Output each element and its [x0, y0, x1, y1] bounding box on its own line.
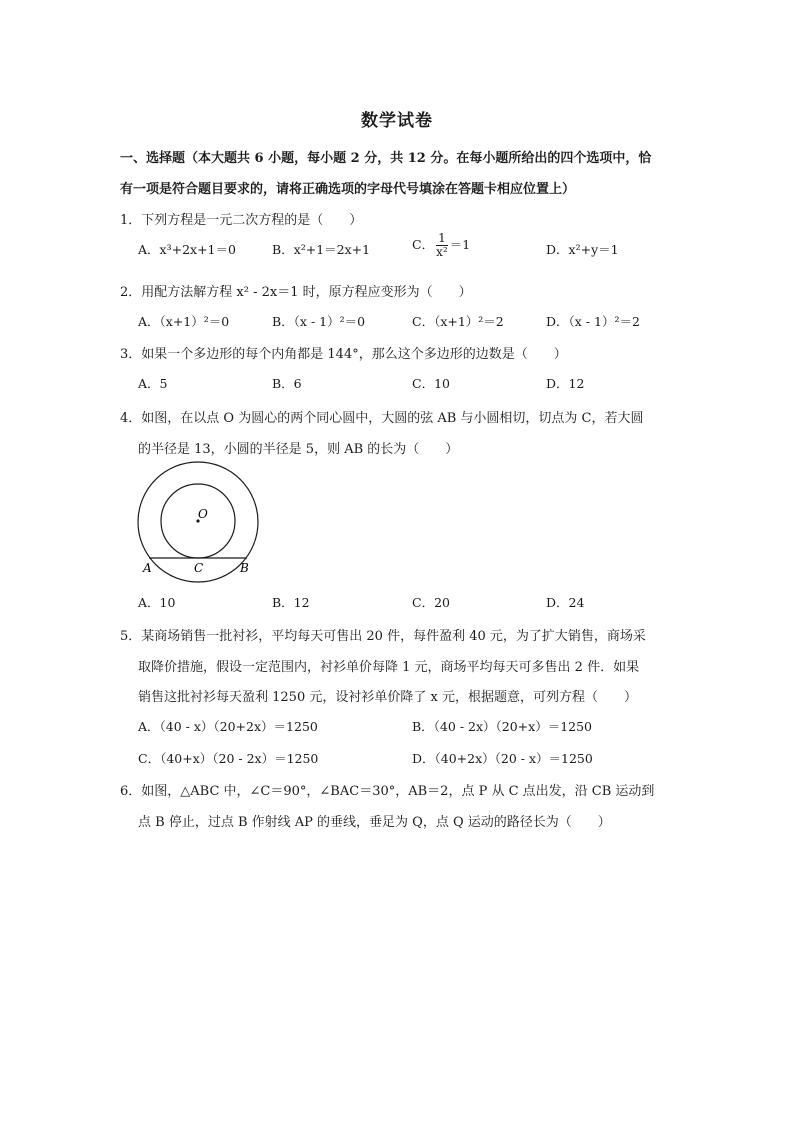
concentric-circles-figure — [130, 460, 270, 584]
question-5-line1: 5．某商场销售一批衬衫，平均每天可售出 20 件，每件盈利 40 元，为了扩大销售，商场采 — [120, 629, 646, 644]
q2-option-d: D．（x - 1）²＝2 — [546, 314, 640, 329]
q3-option-a: A．5 — [138, 376, 168, 391]
label-c: C — [194, 561, 204, 575]
q5-option-d: D．（40+2x）（20 - x）＝1250 — [412, 751, 593, 766]
page-title: 数学试卷 — [361, 111, 433, 131]
q1-option-c-rest: ＝1 — [449, 237, 471, 253]
q5-option-a: A．（40 - x）（20+2x）＝1250 — [138, 719, 318, 734]
fraction-numerator: 1 — [438, 231, 446, 245]
q1-option-d-text: x²+y＝1 — [568, 242, 619, 257]
question-6-line2: 点 B 停止，过点 B 作射线 AP 的垂线，垂足为 Q，点 Q 运动的路径长为（ ） — [138, 815, 611, 830]
q1-option-b — [272, 240, 370, 258]
label-b: B — [240, 561, 249, 575]
q1-option-c — [412, 232, 470, 259]
q3-option-c: C．10 — [412, 376, 450, 391]
q2-option-a: A．（x+1）²＝0 — [138, 314, 230, 329]
question-3-stem: 3．如果一个多边形的每个内角都是 144°，那么这个多边形的边数是（ ） — [120, 347, 567, 362]
q1-option-d-label: D． — [546, 242, 569, 257]
section-heading-line2: 有一项是符合题目要求的，请将正确选项的字母代号填涂在答题卡相应位置上） — [120, 182, 576, 197]
q1-option-b-text: x²+1＝2x+1 — [293, 242, 371, 257]
section-heading-line1: 一、选择题（本大题共 6 小题，每小题 2 分，共 12 分。在每小题所给出的四个选项中，恰 — [120, 151, 652, 166]
q3-option-d: D．12 — [546, 376, 585, 391]
question-1-stem: 1．下列方程是一元二次方程的是（ ） — [120, 213, 363, 228]
question-5-line3: 销售这批衬衫每天盈利 1250 元，设衬衫单价降了 x 元，根据题意，可列方程（ ） — [138, 690, 637, 705]
q5-option-c: C．（40+x）（20 - 2x）＝1250 — [138, 751, 319, 766]
fraction-denominator: x² — [436, 245, 448, 260]
q1-option-b-label: B． — [272, 242, 294, 257]
q2-option-b: B．（x - 1）²＝0 — [272, 314, 366, 329]
question-4-line1: 4．如图，在以点 O 为圆心的两个同心圆中，大圆的弦 AB 与小圆相切，切点为 C，若大圆 — [120, 411, 644, 426]
q4-option-b: B．12 — [272, 595, 310, 610]
q1-option-a — [138, 240, 236, 258]
q4-option-d: D．24 — [546, 595, 585, 610]
q5-option-b: B．（40 - 2x）（20+x）＝1250 — [412, 719, 593, 734]
q1-option-a-label: A． — [138, 242, 160, 257]
q4-option-a: A．10 — [138, 595, 176, 610]
question-2-stem: 2．用配方法解方程 x² - 2x＝1 时，原方程应变形为（ ） — [120, 285, 472, 300]
q3-option-b: B．6 — [272, 376, 302, 391]
label-o: O — [198, 507, 208, 521]
label-a: A — [143, 561, 152, 575]
q4-option-c: C．20 — [412, 595, 450, 610]
q1-option-a-text: x³+2x+1＝0 — [159, 242, 236, 257]
q1-option-c-label: C． — [412, 237, 435, 253]
question-5-line2: 取降价措施，假设一定范围内，衬衫单价每降 1 元，商场平均每天可多售出 2 件．如果 — [138, 660, 640, 675]
q1-option-d — [546, 240, 619, 258]
question-6-line1: 6．如图，△ABC 中，∠C＝90°，∠BAC＝30°，AB＝2，点 P 从 C 点出发，沿 CB 运动到 — [120, 784, 655, 799]
q1-option-c-fraction — [436, 232, 448, 259]
question-4-line2: 的半径是 13，小圆的半径是 5，则 AB 的长为（ ） — [138, 442, 459, 457]
q2-option-c: C．（x+1）²＝2 — [412, 314, 504, 329]
